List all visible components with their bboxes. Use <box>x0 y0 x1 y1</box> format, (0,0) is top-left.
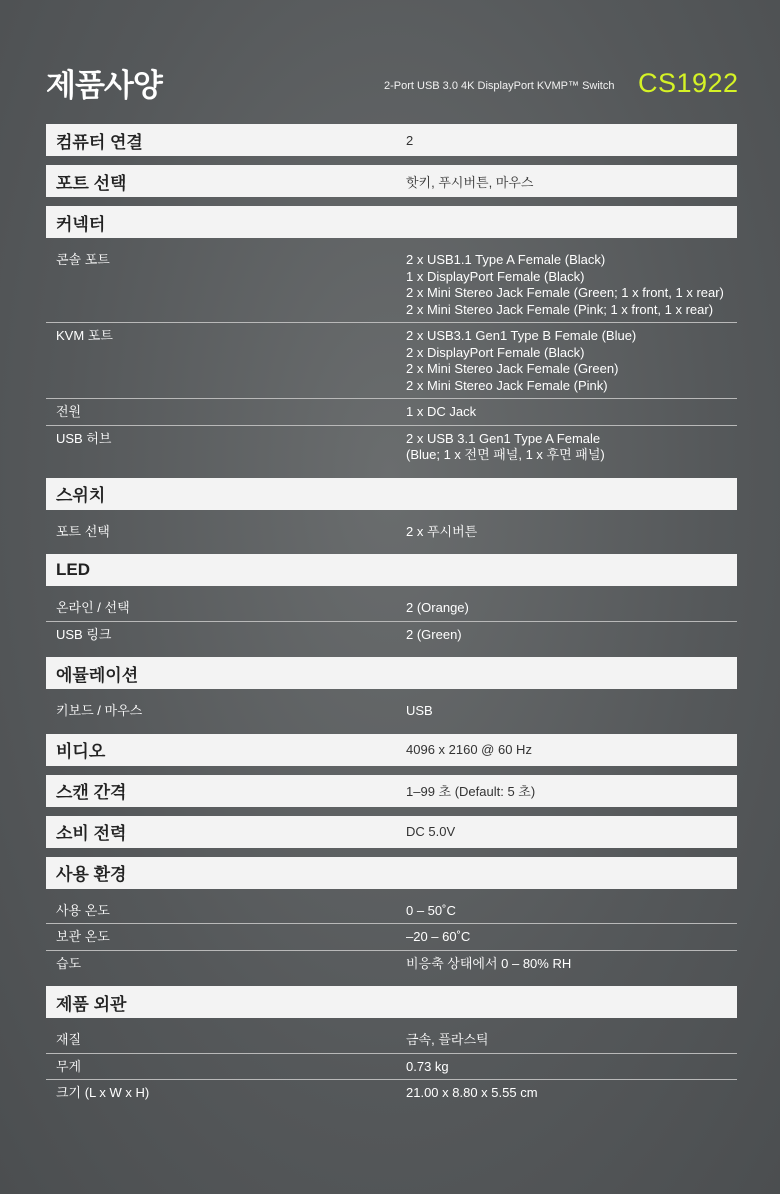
spec-label: 온라인 / 선택 <box>56 600 130 615</box>
spec-rows <box>46 519 737 545</box>
spec-rows <box>46 595 737 647</box>
spec-row <box>46 399 737 426</box>
spec-label: 무게 <box>56 1058 82 1074</box>
section-header <box>46 734 737 766</box>
spec-row <box>46 323 737 399</box>
section-title: 사용 환경 <box>56 865 127 884</box>
product-subtitle: 2-Port USB 3.0 4K DisplayPort KVMP™ Switch <box>384 80 615 92</box>
spec-table <box>46 124 737 1116</box>
spec-rows <box>46 247 737 468</box>
page-title: 제품사양 <box>46 68 162 103</box>
section-header <box>46 986 737 1018</box>
spec-value: 2 (Orange) <box>406 600 469 615</box>
spec-value: 21.00 x 8.80 x 5.55 cm <box>406 1085 538 1100</box>
spec-row <box>46 519 737 545</box>
spec-row <box>46 898 737 925</box>
section-title: 포트 선택 <box>56 173 127 193</box>
spec-row <box>46 426 737 468</box>
spec-value: 2 x 푸시버튼 <box>406 523 478 539</box>
section-title: 제품 외관 <box>56 994 127 1014</box>
section-value: 4096 x 2160 @ 60 Hz <box>406 742 532 757</box>
spec-label: 전원 <box>56 404 82 419</box>
spec-label: 습도 <box>56 955 82 971</box>
section-header <box>46 775 737 807</box>
section-title: 소비 전력 <box>56 824 127 843</box>
section-title: 비디오 <box>56 742 106 761</box>
spec-value: USB <box>406 703 433 718</box>
spec-value: 0.73 kg <box>406 1058 449 1074</box>
spec-row <box>46 622 737 648</box>
spec-rows <box>46 698 737 724</box>
spec-row <box>46 1080 737 1106</box>
section-title: 스캔 간격 <box>56 783 127 802</box>
section-title: 스위치 <box>56 486 106 505</box>
section-header <box>46 657 737 689</box>
spec-row <box>46 951 737 977</box>
section-title: 에뮬레이션 <box>56 665 139 685</box>
section-value: 2 <box>406 132 414 148</box>
section-value: 1–99 초 (Default: 5 초) <box>406 784 536 799</box>
section-header <box>46 857 737 889</box>
spec-label: USB 허브 <box>56 430 112 446</box>
section-header <box>46 165 737 197</box>
spec-row <box>46 1054 737 1081</box>
spec-label: 재질 <box>56 1032 82 1047</box>
section-title: 커넥터 <box>56 214 106 234</box>
spec-label: 포트 선택 <box>56 523 110 539</box>
spec-row <box>46 1027 737 1054</box>
spec-label: 사용 온도 <box>56 902 110 918</box>
section-value: 핫키, 푸시버튼, 마우스 <box>406 174 534 190</box>
spec-value: 2 x USB3.1 Gen1 Type B Female (Blue) 2 x DisplayPort Female (Black) 2 x Mini Stereo Jack Female (Green) 2 x Mini Stereo Jack Female (Pink) <box>406 328 637 393</box>
section-header <box>46 554 737 586</box>
spec-value: 비응축 상태에서 0 – 80% RH <box>406 955 572 971</box>
spec-value: 금속, 플라스틱 <box>406 1032 489 1047</box>
spec-label: KVM 포트 <box>56 328 113 343</box>
spec-label: USB 링크 <box>56 626 112 642</box>
section-header <box>46 124 737 156</box>
section-header <box>46 816 737 848</box>
spec-value: 1 x DC Jack <box>406 404 477 419</box>
spec-label: 콘솔 포트 <box>56 252 110 267</box>
section-header <box>46 478 737 510</box>
spec-label: 키보드 / 마우스 <box>56 703 143 718</box>
spec-row <box>46 595 737 622</box>
spec-value: 2 x USB1.1 Type A Female (Black) 1 x DisplayPort Female (Black) 2 x Mini Stereo Jack Female (Green; 1 x front, 1 x rear) 2 x Mini Stereo Jack Female (Pink; 1 x front, 1 x rear) <box>406 252 724 317</box>
spec-label: 크기 (L x W x H) <box>56 1085 150 1100</box>
spec-value: 2 x USB 3.1 Gen1 Type A Female (Blue; 1 x 전면 패널, 1 x 후면 패널) <box>406 430 605 462</box>
spec-row <box>46 924 737 951</box>
section-title: 컴퓨터 연결 <box>56 132 143 152</box>
section-header <box>46 206 737 238</box>
spec-value: 0 – 50˚C <box>406 902 456 918</box>
spec-row <box>46 698 737 724</box>
spec-value: 2 (Green) <box>406 626 462 642</box>
spec-rows <box>46 1027 737 1106</box>
model-name: CS1922 <box>638 68 739 98</box>
section-value: DC 5.0V <box>406 824 456 839</box>
spec-rows <box>46 898 737 977</box>
section-title: LED <box>56 560 90 579</box>
spec-row <box>46 247 737 323</box>
spec-value: –20 – 60˚C <box>406 929 471 944</box>
spec-label: 보관 온도 <box>56 929 110 944</box>
